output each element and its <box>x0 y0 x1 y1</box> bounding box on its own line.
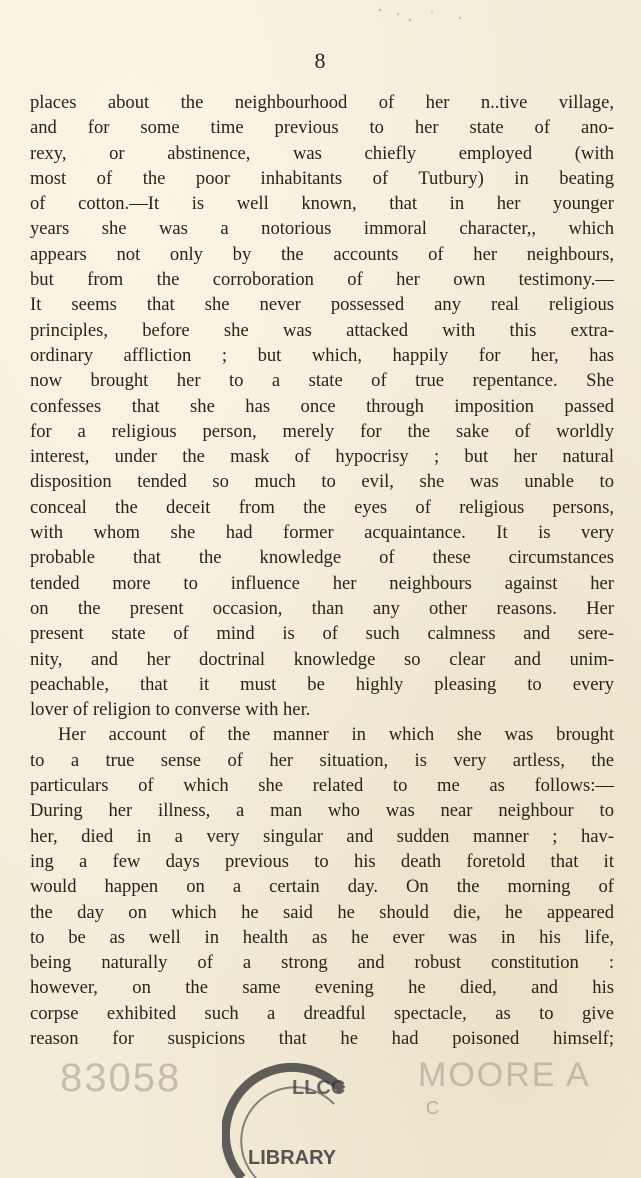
text-line: years she was a notorious immoral character,, which <box>30 218 614 240</box>
owner-sub-mark: C <box>426 1098 439 1118</box>
stamp-top-text: LLCC <box>292 1077 346 1099</box>
text-line: places about the neighbourhood of her n..tive village, <box>30 92 614 113</box>
text-line: her, died in a very singular and sudden manner ; hav- <box>30 825 614 847</box>
paragraph-end-line: lover of religion to converse with her. <box>30 699 311 721</box>
text-line: ordinary affliction ; but which, happily for her, has <box>30 344 614 366</box>
text-line: tended more to influence her neighbours against her <box>30 572 614 594</box>
text-line: the day on which he said he should die, he appeared <box>30 901 614 923</box>
text-line: corpse exhibited such a dreadful spectacle, as to give <box>30 1002 614 1024</box>
text-line: of cotton.—It is well known, that in her younger <box>30 193 614 215</box>
text-line: confesses that she has once through imposition passed <box>30 395 614 417</box>
text-line: ing a few days previous to his death foretold that it <box>30 850 614 872</box>
text-line: peachable, that it must be highly pleasing to every <box>30 673 614 695</box>
page-number: 8 <box>314 48 327 73</box>
paper-specks <box>0 0 641 40</box>
text-line: It seems that she never possessed any real religious <box>30 294 614 316</box>
text-line: reason for suspicions that he had poisoned himself; <box>30 1027 614 1049</box>
text-line: on the present occasion, than any other reasons. Her <box>30 597 614 619</box>
text-line: would happen on a certain day. On the morning of <box>30 876 614 898</box>
text-line: to a true sense of her situation, is very artless, the <box>30 749 614 771</box>
owner-name-mark: MOORE A <box>418 1056 591 1094</box>
text-line: however, on the same evening he died, and his <box>30 977 614 999</box>
text-line: probable that the knowledge of these circumstances <box>30 547 614 569</box>
text-line: particulars of which she related to me as follows:— <box>30 775 614 797</box>
text-line: rexy, or abstinence, was chiefly employed (with <box>30 142 614 164</box>
text-line: During her illness, a man who was near neighbour to <box>30 800 614 822</box>
text-line: nity, and her doctrinal knowledge so clear and unim- <box>30 648 614 670</box>
text-line: for a religious person, merely for the sake of worldly <box>30 420 614 442</box>
stamp-bottom-text: LIBRARY <box>248 1147 337 1169</box>
text-line: being naturally of a strong and robust constitution : <box>30 952 614 974</box>
text-line: conceal the deceit from the eyes of religious persons, <box>30 496 614 518</box>
text-line: disposition tended so much to evil, she was unable to <box>30 471 614 493</box>
text-line: with whom she had former acquaintance. It is very <box>30 522 614 544</box>
body-text <box>30 90 614 1051</box>
shelf-number-mark: 83058 <box>60 1056 182 1100</box>
text-line: now brought her to a state of true repentance. She <box>30 370 614 392</box>
text-line: to be as well in health as he ever was in his life, <box>30 926 614 948</box>
text-line: appears not only by the accounts of her neighbours, <box>30 243 614 265</box>
text-line: present state of mind is of such calmness and sere- <box>30 623 614 645</box>
text-line: but from the corroboration of her own testimony.— <box>30 269 614 291</box>
paragraph-start-line: Her account of the manner in which she was brought <box>58 724 614 746</box>
text-line: and for some time previous to her state of ano- <box>30 117 614 139</box>
text-line: principles, before she was attacked with this extra- <box>30 319 614 341</box>
library-marks <box>0 1020 641 1178</box>
text-line: most of the poor inhabitants of Tutbury) in beating <box>30 167 614 189</box>
library-stamp-icon <box>222 1060 362 1178</box>
text-line: interest, under the mask of hypocrisy ; but her natural <box>30 446 614 468</box>
